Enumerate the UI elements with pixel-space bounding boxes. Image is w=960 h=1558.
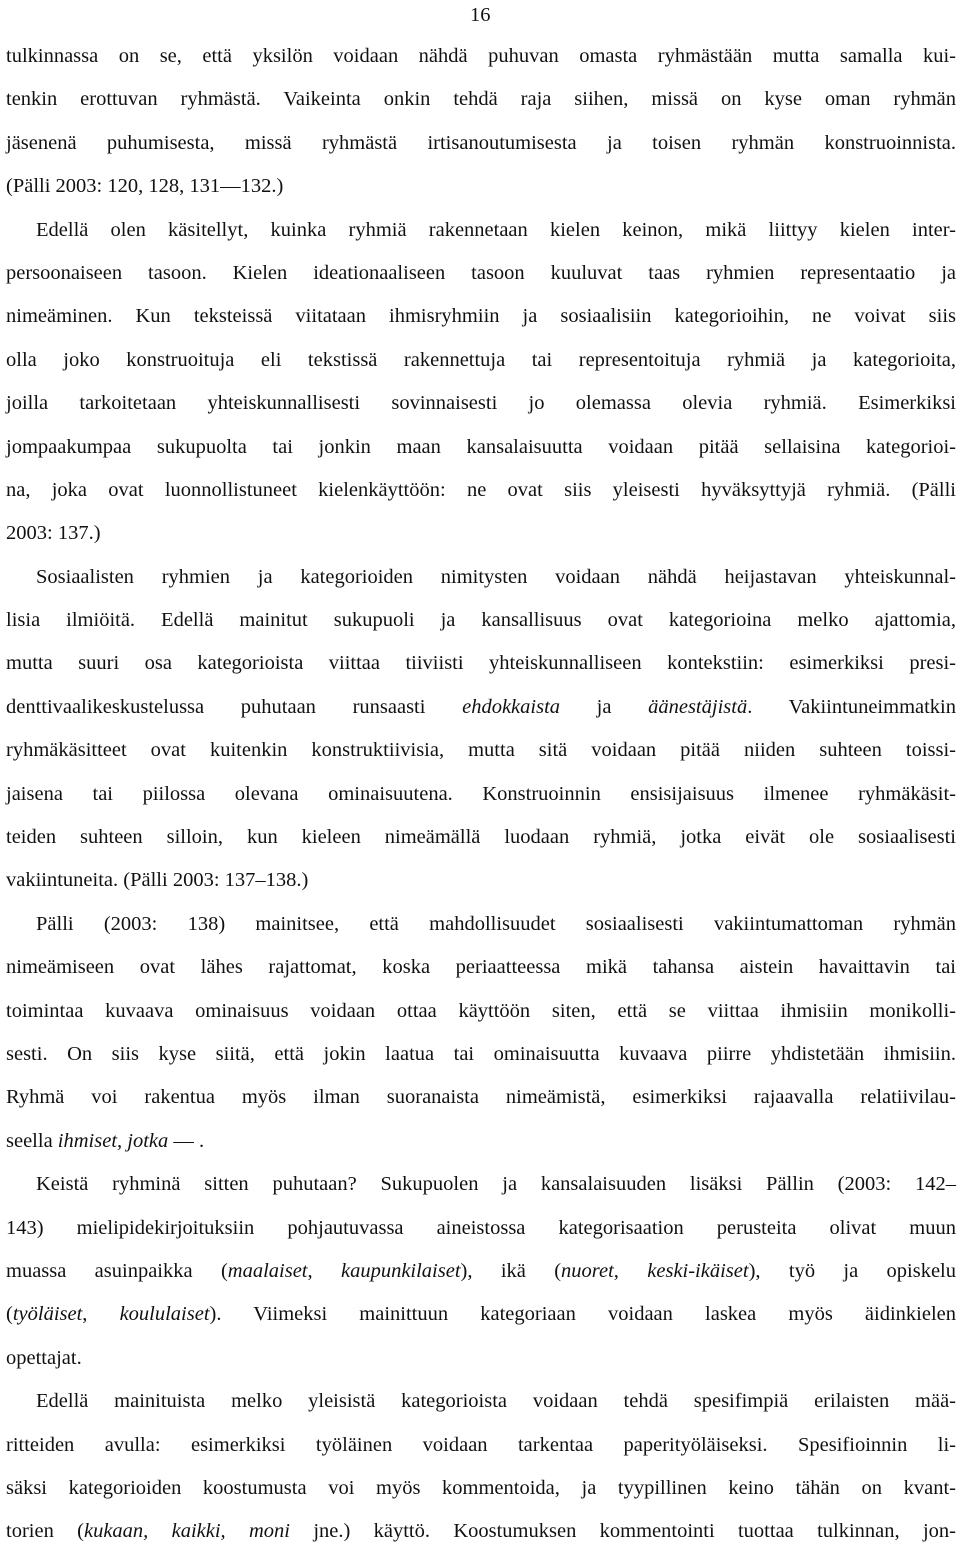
text-line: [6, 213, 956, 256]
text-segment: ), ikä (: [460, 1259, 562, 1282]
italic-text: työläiset: [12, 1303, 83, 1326]
text-segment: jne.) käyttö. Koostumuksen kommentointi tuottaa tulkinnan, jon-: [290, 1520, 956, 1543]
italic-text: maalaiset: [227, 1259, 308, 1282]
text-segment: jäsenenä puhumisesta, missä ryhmästä irtisanoutumisesta ja toisen ryhmän konstruoinnista.: [6, 131, 956, 154]
text-segment: nimeäminen. Kun teksteissä viitataan ihmisryhmiin ja sosiaalisiin kategorioihin, ne voivat siis: [6, 305, 956, 328]
text-segment: torien (: [6, 1520, 84, 1543]
text-segment: na, joka ovat luonnollistuneet kielenkäyttöön: ne ovat siis yleisesti hyväksyttyjä ryhmiä. (Pälli: [6, 478, 956, 501]
text-line: [6, 994, 956, 1037]
text-line: [6, 907, 956, 950]
page-number: 16: [470, 4, 491, 26]
text-segment: seella: [6, 1129, 58, 1152]
text-line: [6, 603, 956, 646]
text-line: [6, 299, 956, 342]
text-segment: ,: [82, 1303, 120, 1326]
text-segment: teiden suhteen silloin, kun kieleen nimeämällä luodaan ryhmiä, jotka eivät ole sosiaalisesti: [6, 826, 956, 849]
italic-text: äänestäjistä: [648, 695, 748, 718]
text-segment: persoonaiseen tasoon. Kielen ideationaaliseen tasoon kuuluvat taas ryhmien representaatio ja: [6, 261, 956, 284]
text-segment: lisia ilmiöitä. Edellä mainitut sukupuoli ja kansallisuus ovat kategorioina melko ajattomia,: [6, 609, 956, 632]
text-line: [6, 1341, 956, 1384]
text-line: [6, 1211, 956, 1254]
text-segment: vakiintuneita. (Pälli 2003: 137–138.): [6, 869, 309, 892]
text-line: [6, 430, 956, 473]
text-segment: . Vakiintuneimmatkin: [747, 695, 956, 718]
text-segment: sesti. On siis kyse siitä, että jokin laatua tai ominaisuutta kuvaava piirre yhdistetään ihmisiin.: [6, 1042, 956, 1065]
italic-text: nuoret: [561, 1259, 614, 1282]
text-line: [6, 1514, 956, 1557]
text-segment: Edellä mainituista melko yleisistä kategorioista voidaan tehdä spesifimpiä erilaisten mää-: [36, 1390, 956, 1413]
text-line: [6, 1080, 956, 1123]
text-segment: ryhmäkäsitteet ovat kuitenkin konstruktiivisia, mutta sitä voidaan pitää niiden suhteen toissi-: [6, 739, 956, 762]
italic-text: ehdokkaista: [462, 695, 561, 718]
text-segment: Sosiaalisten ryhmien ja kategorioiden nimitysten voidaan nähdä heijastavan yhteiskunnal-: [36, 565, 956, 588]
text-segment: ), työ ja opiskelu: [748, 1259, 957, 1282]
text-line: [6, 473, 956, 516]
italic-text: keski-ikäiset: [647, 1259, 749, 1282]
body-text: [6, 39, 956, 1558]
text-segment: joilla tarkoitetaan yhteiskunnallisesti sovinnaisesti jo olemassa olevia ryhmiä. Esimerkiksi: [6, 392, 956, 415]
text-line: [6, 1297, 956, 1340]
text-segment: jaisena tai piilossa olevana ominaisuutena. Konstruoinnin ensisijaisuus ilmenee ryhmäkäsit-: [6, 782, 956, 805]
text-line: [6, 1124, 956, 1167]
text-segment: mutta suuri osa kategorioista viittaa tiiviisti yhteiskunnalliseen kontekstiin: esimerkiksi presi-: [6, 652, 956, 675]
text-line: [6, 733, 956, 776]
text-line: [6, 386, 956, 429]
text-segment: 143) mielipidekirjoituksiin pohjautuvassa aineistossa kategorisaation perusteita olivat muun: [6, 1216, 956, 1239]
text-line: [6, 169, 956, 212]
italic-text: ihmiset, jotka: [57, 1129, 169, 1152]
text-line: [6, 1167, 956, 1210]
text-line: [6, 1428, 956, 1471]
text-line: [6, 646, 956, 689]
italic-text: kukaan, kaikki, moni: [83, 1520, 290, 1543]
text-segment: ). Viimeksi mainittuun kategoriaan voidaan laskea myös äidinkielen: [209, 1303, 957, 1326]
text-segment: ,: [613, 1259, 648, 1282]
text-segment: säksi kategorioiden koostumusta voi myös kommentoida, ja tyypillinen keino tähän on kvant-: [6, 1476, 956, 1499]
text-line: [6, 516, 956, 559]
text-segment: jompaakumpaa sukupuolta tai jonkin maan kansalaisuutta voidaan pitää sellaisina kategorioi-: [6, 435, 956, 458]
text-segment: muassa asuinpaikka (: [6, 1259, 228, 1282]
text-segment: opettajat.: [6, 1346, 82, 1369]
text-segment: (Pälli 2003: 120, 128, 131—132.): [6, 175, 284, 198]
text-line: [6, 256, 956, 299]
text-segment: tulkinnassa on se, että yksilön voidaan nähdä puhuvan omasta ryhmästään mutta samalla kui-: [6, 45, 956, 67]
text-line: [6, 1384, 956, 1427]
italic-text: koululaiset: [119, 1303, 210, 1326]
text-line: [6, 863, 956, 906]
text-segment: (: [6, 1303, 13, 1326]
text-segment: 2003: 137.): [6, 522, 101, 545]
text-line: [6, 1254, 956, 1297]
text-segment: Keistä ryhminä sitten puhutaan? Sukupuolen ja kansalaisuuden lisäksi Pällin (2003: 142–: [36, 1173, 956, 1196]
text-segment: denttivaalikeskustelussa puhutaan runsaasti: [6, 695, 463, 718]
text-line: [6, 950, 956, 993]
text-line: [6, 39, 956, 82]
text-segment: Edellä olen käsitellyt, kuinka ryhmiä rakennetaan kielen keinon, mikä liittyy kielen inter-: [36, 218, 956, 241]
text-line: [6, 560, 956, 603]
text-line: [6, 1471, 956, 1514]
text-segment: tenkin erottuvan ryhmästä. Vaikeinta onkin tehdä raja siihen, missä on kyse oman ryhmän: [6, 88, 956, 111]
text-segment: — .: [168, 1129, 205, 1152]
text-segment: Pälli (2003: 138) mainitsee, että mahdollisuudet sosiaalisesti vakiintumattoman ryhmän: [36, 912, 956, 935]
text-segment: ,: [307, 1259, 341, 1282]
text-segment: ja: [560, 695, 649, 718]
text-line: [6, 126, 956, 169]
italic-text: kaupunkilaiset: [340, 1259, 461, 1282]
text-segment: toimintaa kuvaava ominaisuus voidaan ottaa käyttöön siten, että se viittaa ihmisiin monikolli-: [6, 999, 956, 1022]
text-segment: olla joko konstruoituja eli tekstissä rakennettuja tai representoituja ryhmiä ja kategorioita,: [6, 348, 956, 371]
text-segment: Ryhmä voi rakentua myös ilman suoranaista nimeämistä, esimerkiksi rajaavalla relatiivilau-: [6, 1086, 956, 1109]
text-line: [6, 1037, 956, 1080]
text-line: [6, 82, 956, 125]
text-line: [6, 777, 956, 820]
text-line: [6, 343, 956, 386]
text-segment: ritteiden avulla: esimerkiksi työläinen voidaan tarkentaa paperityöläiseksi. Spesifioinnin li-: [6, 1433, 956, 1456]
text-segment: nimeämiseen ovat lähes rajattomat, koska periaatteessa mikä tahansa aistein havaittavin tai: [6, 956, 956, 979]
text-line: [6, 820, 956, 863]
text-line: [6, 690, 956, 733]
